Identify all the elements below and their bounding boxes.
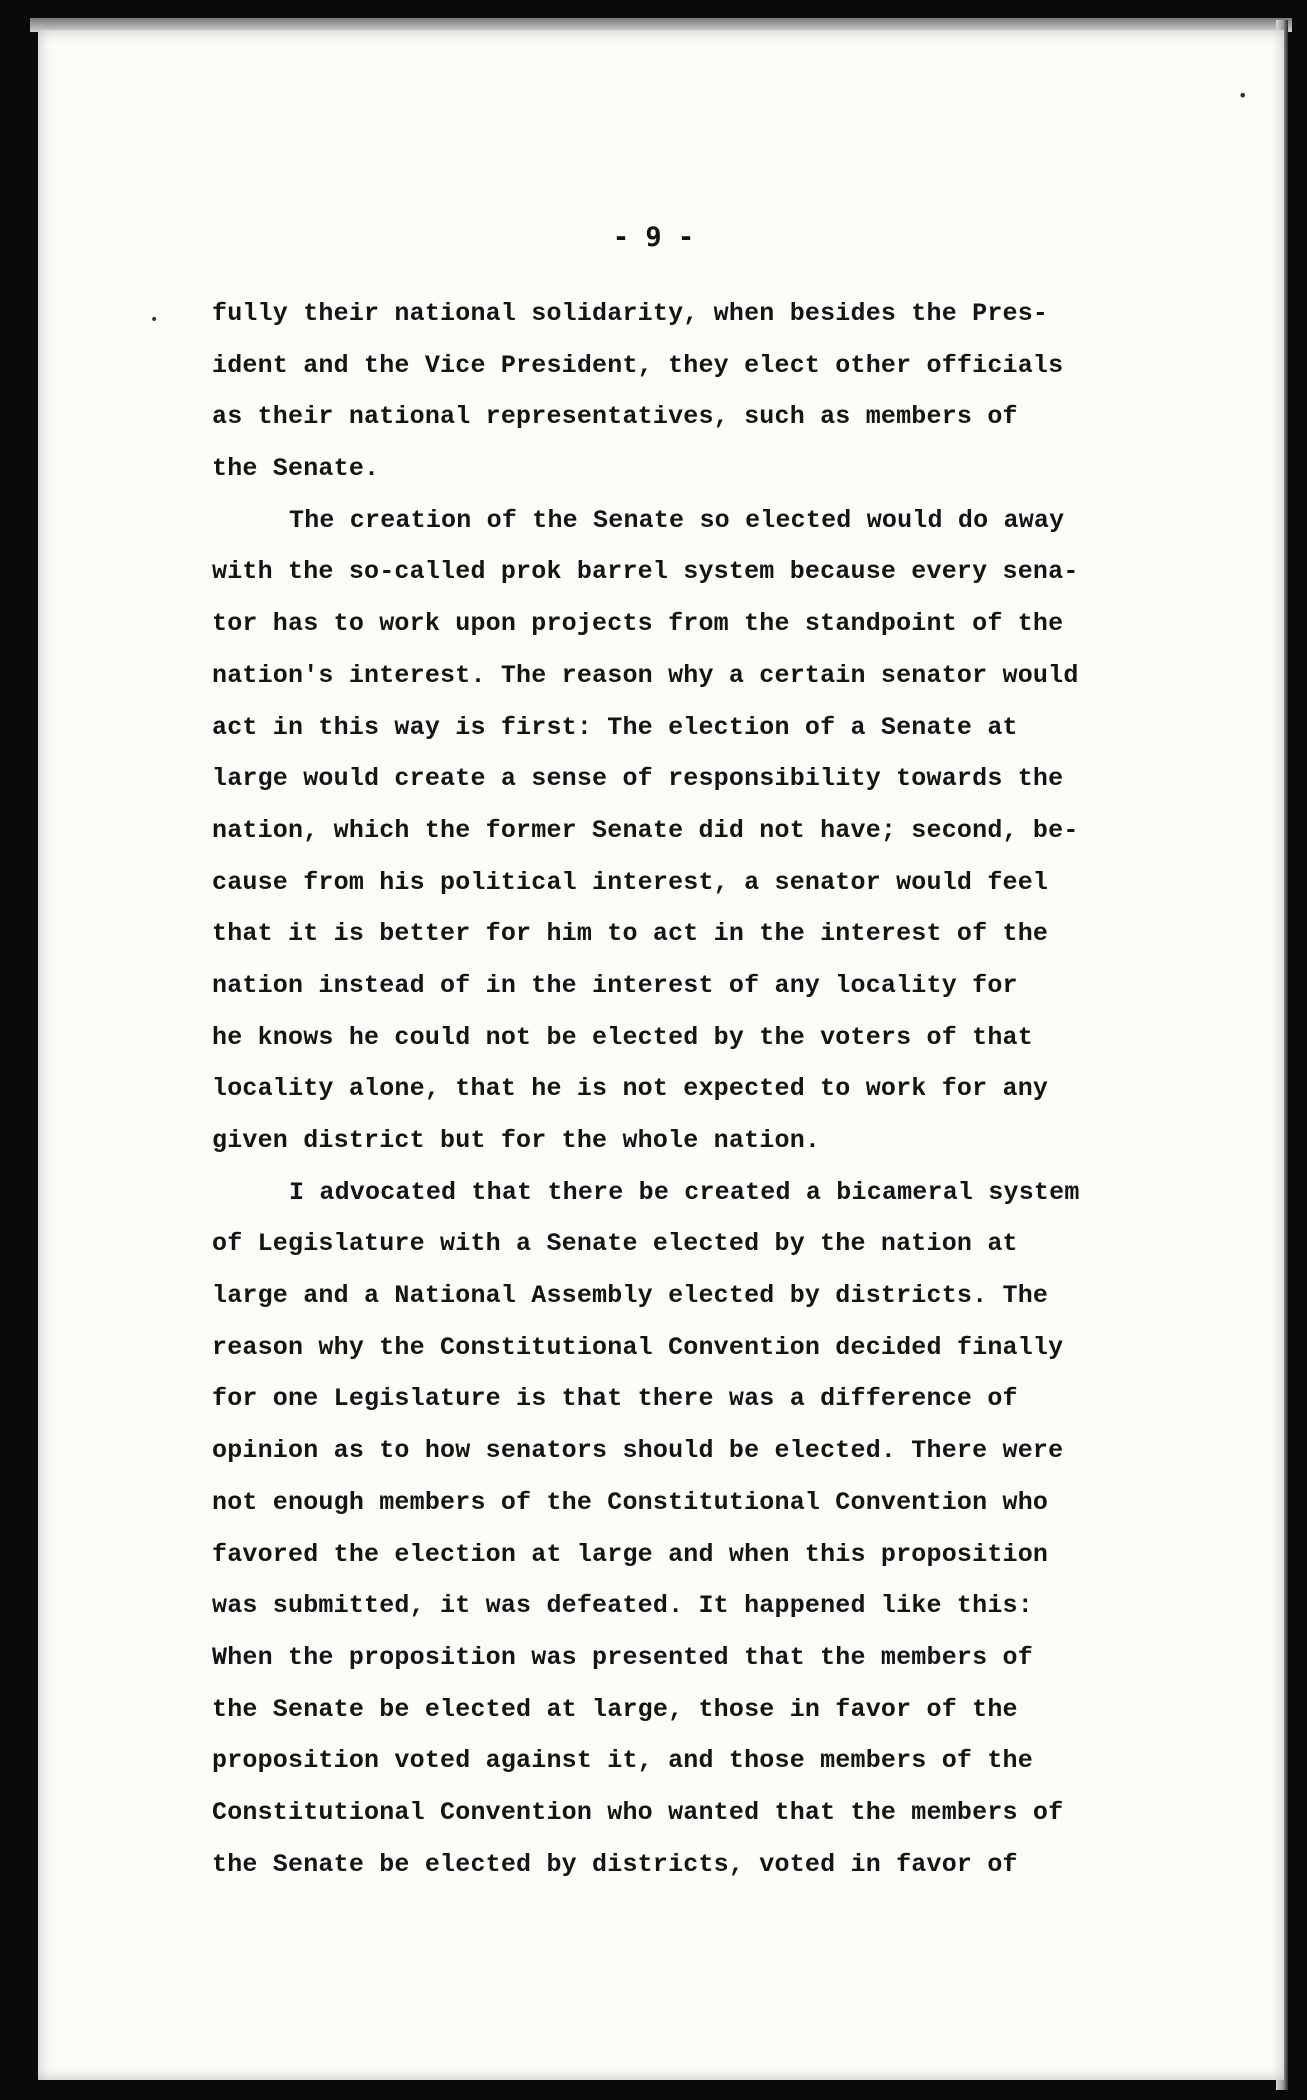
body-text	[212, 288, 1172, 1890]
text-line: nation, which the former Senate did not have; second, be-	[212, 815, 1079, 845]
text-line: the Senate be elected by districts, voted in favor of	[212, 1849, 1018, 1879]
text-line: the Senate be elected at large, those in favor of the	[212, 1694, 1018, 1724]
text-line: reason why the Constitutional Convention decided finally	[212, 1332, 1064, 1362]
text-line: the Senate.	[212, 454, 380, 484]
text-line: of Legislature with a Senate elected by the nation at	[212, 1229, 1018, 1259]
text-line: he knows he could not be elected by the voters of that	[212, 1022, 1033, 1052]
text-line: tor has to work upon projects from the standpoint of the	[212, 609, 1064, 639]
text-line: given district but for the whole nation.	[212, 1126, 821, 1155]
text-line: as their national representatives, such as members of	[212, 402, 1018, 432]
text-line: Constitutional Convention who wanted that the members of	[212, 1797, 1064, 1827]
text-line: nation instead of in the interest of any locality for	[212, 970, 1018, 1000]
stray-mark: •	[150, 312, 159, 328]
text-line: with the so-called prok barrel system because every sena-	[212, 557, 1079, 587]
text-line: that it is better for him to act in the interest of the	[212, 919, 1049, 949]
text-line: proposition voted against it, and those members of the	[212, 1746, 1033, 1776]
text-line: was submitted, it was defeated. It happened like this:	[212, 1591, 1033, 1621]
text-line: large and a National Assembly elected by districts. The	[212, 1281, 1049, 1311]
text-line: ident and the Vice President, they elect other officials	[212, 350, 1064, 380]
text-line: favored the election at large and when this proposition	[212, 1539, 1049, 1569]
text-line: The creation of the Senate so elected would do away	[289, 505, 1065, 535]
text-line: not enough members of the Constitutional Convention who	[212, 1487, 1049, 1517]
stray-mark: •	[1238, 86, 1248, 105]
text-line: I advocated that there be created a bicameral system	[289, 1177, 1080, 1207]
text-line: When the proposition was presented that the members of	[212, 1642, 1033, 1672]
text-line: fully their national solidarity, when besides the Pres-	[212, 299, 1049, 328]
page-number: - 9 -	[612, 222, 695, 253]
text-line: opinion as to how senators should be elected. There were	[212, 1436, 1064, 1466]
text-line: act in this way is first: The election of a Senate at	[212, 712, 1018, 742]
text-line: large would create a sense of responsibility towards the	[212, 764, 1064, 794]
text-line: locality alone, that he is not expected to work for any	[212, 1074, 1049, 1104]
text-line: nation's interest. The reason why a certain senator would	[212, 660, 1079, 690]
text-line: cause from his political interest, a senator would feel	[212, 867, 1049, 897]
text-line: for one Legislature is that there was a difference of	[212, 1384, 1018, 1414]
